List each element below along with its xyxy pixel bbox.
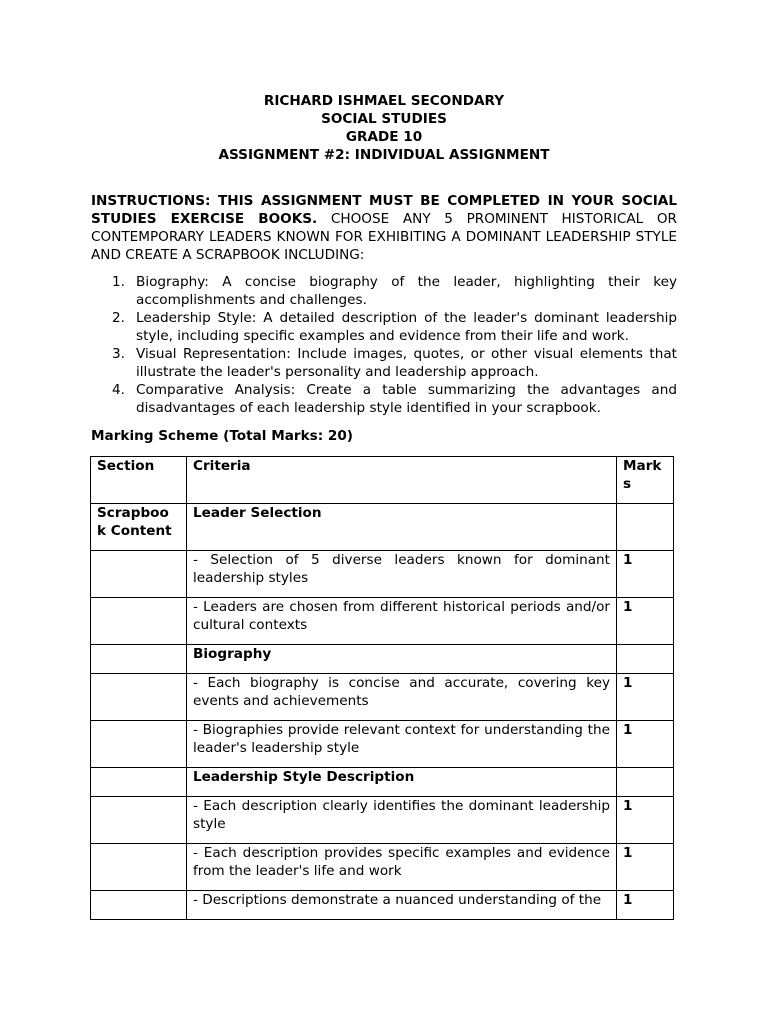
criteria-heading: Leader Selection xyxy=(187,504,617,551)
marks-cell: 1 xyxy=(617,721,674,768)
instructions-text: CHOOSE ANY 5 PROMINENT HISTORICAL OR CONTEMPORARY LEADERS KNOWN FOR EXHIBITING A DOMINANT LEADERSHIP STYLE AND CREATE A SCRAPBOOK INCLUDING: xyxy=(91,211,677,263)
marks-cell: 1 xyxy=(617,551,674,598)
criteria-cell: - Biographies provide relevant context for understanding the leader's leadership style xyxy=(187,721,617,768)
table-row xyxy=(91,551,674,598)
section-cell xyxy=(91,844,187,891)
table-row xyxy=(91,721,674,768)
table-row xyxy=(91,891,674,920)
table-row xyxy=(91,768,674,797)
section-cell xyxy=(91,645,187,674)
criteria-cell: - Each description clearly identifies the dominant leadership style xyxy=(187,797,617,844)
section-cell xyxy=(91,768,187,797)
marks-cell: 1 xyxy=(617,891,674,920)
list-item xyxy=(91,273,677,309)
list-number: 4. xyxy=(112,382,125,398)
table-row xyxy=(91,598,674,645)
table-row xyxy=(91,504,674,551)
criteria-cell: - Descriptions demonstrate a nuanced understanding of the xyxy=(187,891,617,920)
marks-cell xyxy=(617,768,674,797)
marks-cell: 1 xyxy=(617,844,674,891)
marking-scheme-table xyxy=(90,456,674,920)
subject-title: SOCIAL STUDIES xyxy=(321,111,447,127)
marks-cell xyxy=(617,504,674,551)
list-item xyxy=(91,345,677,381)
criteria-cell: - Each biography is concise and accurate, covering key events and achievements xyxy=(187,674,617,721)
list-item-text: Biography: A concise biography of the leader, highlighting their key accomplishments and challenges. xyxy=(136,274,677,308)
list-number: 2. xyxy=(112,310,125,326)
marking-scheme-title: Marking Scheme (Total Marks: 20) xyxy=(91,428,354,444)
criteria-heading: Leadership Style Description xyxy=(187,768,617,797)
school-name: RICHARD ISHMAEL SECONDARY xyxy=(263,93,505,109)
criteria-cell: - Each description provides specific examples and evidence from the leader's life and work xyxy=(187,844,617,891)
assignment-title: ASSIGNMENT #2: INDIVIDUAL ASSIGNMENT xyxy=(218,147,550,163)
section-cell xyxy=(91,551,187,598)
table-row xyxy=(91,844,674,891)
instructions-bold: INSTRUCTIONS: THIS ASSIGNMENT MUST BE COMPLETED IN YOUR SOCIAL STUDIES EXERCISE BOOKS. xyxy=(91,193,677,227)
list-item-text: Visual Representation: Include images, quotes, or other visual elements that illustrate the leader's personality and leadership approach. xyxy=(136,346,677,380)
list-item xyxy=(91,309,677,345)
list-number: 1. xyxy=(112,274,125,290)
table-header-row xyxy=(91,457,674,504)
column-header-marks: Mark s xyxy=(617,457,674,504)
marks-cell: 1 xyxy=(617,797,674,844)
section-cell xyxy=(91,797,187,844)
list-item-text: Leadership Style: A detailed description of the leader's dominant leadership style, including specific examples and evidence from their life and work. xyxy=(136,310,677,344)
table-row xyxy=(91,797,674,844)
grade-title: GRADE 10 xyxy=(345,129,423,145)
criteria-heading: Biography xyxy=(187,645,617,674)
list-item xyxy=(91,381,677,417)
list-item-text: Comparative Analysis: Create a table summarizing the advantages and disadvantages of each leadership style identified in your scrapbook. xyxy=(136,382,677,416)
task-list xyxy=(91,273,677,417)
table-row xyxy=(91,645,674,674)
list-number: 3. xyxy=(112,346,125,362)
criteria-cell: - Selection of 5 diverse leaders known for dominant leadership styles xyxy=(187,551,617,598)
column-header-section: Section xyxy=(91,457,187,504)
section-cell xyxy=(91,674,187,721)
marks-cell: 1 xyxy=(617,674,674,721)
column-header-criteria: Criteria xyxy=(187,457,617,504)
section-cell xyxy=(91,721,187,768)
marks-cell: 1 xyxy=(617,598,674,645)
instructions-paragraph xyxy=(91,192,677,264)
marks-cell xyxy=(617,645,674,674)
section-cell xyxy=(91,598,187,645)
table-row xyxy=(91,674,674,721)
criteria-cell: - Leaders are chosen from different historical periods and/or cultural contexts xyxy=(187,598,617,645)
section-cell: Scrapboo k Content xyxy=(91,504,187,551)
section-cell xyxy=(91,891,187,920)
document-header xyxy=(0,92,768,164)
